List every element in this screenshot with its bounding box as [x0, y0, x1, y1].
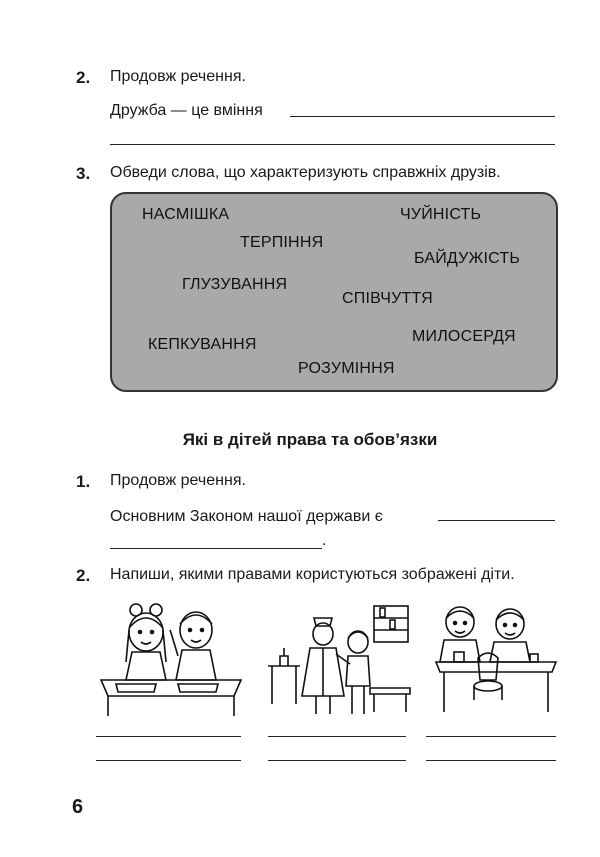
answer-line[interactable]: [110, 548, 322, 549]
task-2-number: 2.: [76, 68, 91, 87]
task-2-instruction: Продовж речення.: [110, 68, 246, 85]
answer-line[interactable]: [268, 760, 406, 761]
word-hluzuvannia[interactable]: ГЛУЗУВАННЯ: [182, 276, 288, 293]
task-1-number: 1.: [76, 472, 91, 491]
sentence-end-mark: .: [322, 532, 327, 549]
task-2-sentence-start: Дружба — це вміння: [110, 102, 263, 119]
task-3-number: 3.: [76, 164, 91, 183]
word-kepkuvannia[interactable]: КЕПКУВАННЯ: [148, 336, 257, 353]
answer-line[interactable]: [96, 736, 241, 737]
word-nasmishka[interactable]: НАСМІШКА: [142, 206, 230, 223]
task-2b-number: 2.: [76, 566, 91, 585]
answer-line[interactable]: [110, 144, 555, 145]
doctor-visit-icon: [266, 604, 412, 718]
word-spivchuttia[interactable]: СПІВЧУТТЯ: [342, 290, 433, 307]
word-terpinnia[interactable]: ТЕРПІННЯ: [240, 234, 324, 251]
page-number: 6: [72, 796, 84, 818]
task-1-sentence-start: Основним Законом нашої держави є: [110, 508, 383, 525]
task-3-instruction: Обведи слова, що характеризують справжніх друзів.: [110, 164, 501, 181]
word-box: [110, 192, 558, 392]
answer-line[interactable]: [268, 736, 406, 737]
answer-line[interactable]: [290, 116, 555, 117]
word-chuinist[interactable]: ЧУЙНІСТЬ: [400, 206, 482, 223]
word-myloserdia[interactable]: МИЛОСЕРДЯ: [412, 328, 516, 345]
task-1-instruction: Продовж речення.: [110, 472, 246, 489]
word-rozuminnia[interactable]: РОЗУМІННЯ: [298, 360, 395, 377]
answer-line[interactable]: [426, 736, 556, 737]
task-2b-instruction: Напиши, якими правами користуються зображені діти.: [110, 566, 515, 583]
hobby-club-icon: [434, 600, 558, 718]
word-baiduzhist[interactable]: БАЙДУЖІСТЬ: [414, 250, 521, 267]
school-desk-icon: [96, 600, 246, 718]
section-title: Які в дітей права та обов’язки: [182, 430, 438, 449]
answer-line[interactable]: [438, 520, 555, 521]
answer-line[interactable]: [426, 760, 556, 761]
answer-line[interactable]: [96, 760, 241, 761]
